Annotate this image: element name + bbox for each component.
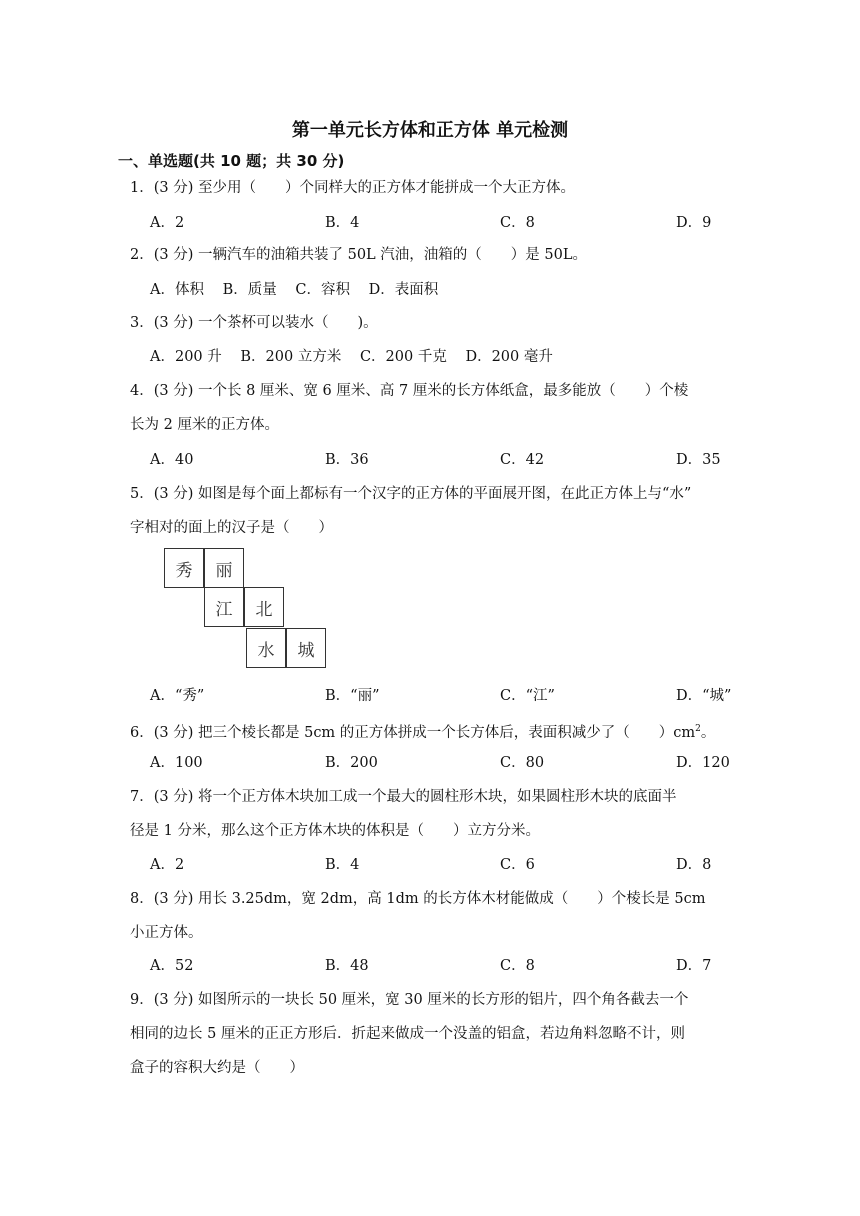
question-8-options xyxy=(150,956,750,976)
net-cell-bei: 北 xyxy=(244,587,284,627)
option-a[interactable]: A．“秀” xyxy=(150,688,205,704)
option-b[interactable]: B．36 xyxy=(325,452,369,468)
net-cell-li: 丽 xyxy=(204,548,244,588)
question-9-text-line-1: 9．(3 分) 如图所示的一块长 50 厘米，宽 30 厘米的长方形的铝片，四个角各截去一个 xyxy=(130,992,689,1008)
question-1-text: 1．(3 分) 至少用（ ）个同样大的正方体才能拼成一个大正方体。 xyxy=(130,180,575,196)
option-c[interactable]: C．80 xyxy=(500,755,545,771)
section-heading: 一、单选题(共 10 题；共 30 分) xyxy=(118,152,345,170)
option-b[interactable]: B．48 xyxy=(325,958,369,974)
option-c[interactable]: C．8 xyxy=(500,958,535,974)
option-c[interactable]: C．容积 xyxy=(295,282,350,298)
question-7-options xyxy=(150,855,750,875)
question-2-text: 2．(3 分) 一辆汽车的油箱共装了 50L 汽油，油箱的（ ）是 50L。 xyxy=(130,247,587,263)
question-3-text: 3．(3 分) 一个茶杯可以装水（ )。 xyxy=(130,315,378,331)
option-d[interactable]: D．35 xyxy=(676,452,721,468)
option-c[interactable]: C．200 千克 xyxy=(359,349,447,365)
option-a[interactable]: A．100 xyxy=(150,755,203,771)
option-d[interactable]: D．7 xyxy=(676,958,712,974)
question-9-text-line-3: 盒子的容积大约是（ ） xyxy=(130,1060,304,1076)
question-4-text-line-1: 4．(3 分) 一个长 8 厘米、宽 6 厘米、高 7 厘米的长方体纸盒，最多能放（ ）个棱 xyxy=(130,383,689,399)
question-5-options xyxy=(150,686,750,706)
question-6-main-text: 6．(3 分) 把三个棱长都是 5cm 的正方体拼成一个长方体后，表面积减少了（ ）cm xyxy=(130,724,696,741)
option-b[interactable]: B．200 立方米 xyxy=(240,349,342,365)
option-a[interactable]: A．52 xyxy=(150,958,194,974)
option-b[interactable]: B．4 xyxy=(325,857,360,873)
option-d[interactable]: D．表面积 xyxy=(368,282,439,298)
question-1-options xyxy=(150,213,750,233)
option-b[interactable]: B．4 xyxy=(325,215,360,231)
option-c[interactable]: C．42 xyxy=(500,452,545,468)
option-c[interactable]: C．“江” xyxy=(500,688,555,704)
question-7-text-line-2: 径是 1 分米，那么这个正方体木块的体积是（ ）立方分米。 xyxy=(130,823,540,839)
option-d[interactable]: D．120 xyxy=(676,755,730,771)
page-title: 第一单元长方体和正方体 单元检测 xyxy=(291,120,569,141)
option-d[interactable]: D．200 毫升 xyxy=(465,349,553,365)
cube-net-figure xyxy=(164,548,330,668)
option-c[interactable]: C．6 xyxy=(500,857,535,873)
question-6-end-punct: 。 xyxy=(700,724,716,741)
option-d[interactable]: D．8 xyxy=(676,857,712,873)
option-b[interactable]: B．200 xyxy=(325,755,378,771)
question-4-text-line-2: 长为 2 厘米的正方体。 xyxy=(130,417,279,433)
net-cell-jiang: 江 xyxy=(204,587,244,627)
option-d[interactable]: D．“城” xyxy=(676,688,732,704)
option-b[interactable]: B．质量 xyxy=(222,282,277,298)
option-a[interactable]: A．体积 xyxy=(150,282,204,298)
net-cell-xiu: 秀 xyxy=(164,548,204,588)
option-a[interactable]: A．200 升 xyxy=(150,349,222,365)
option-b[interactable]: B．“丽” xyxy=(325,688,380,704)
option-a[interactable]: A．2 xyxy=(150,857,185,873)
question-3-options xyxy=(150,347,567,367)
question-6-exponent: 2 xyxy=(695,724,701,734)
option-d[interactable]: D．9 xyxy=(676,215,712,231)
question-5-text-line-2: 字相对的面上的汉子是（ ） xyxy=(130,520,333,536)
question-9-text-line-2: 相同的边长 5 厘米的正正方形后．折起来做成一个没盖的铝盒，若边角料忽略不计，则 xyxy=(130,1026,685,1042)
option-c[interactable]: C．8 xyxy=(500,215,535,231)
net-cell-shui: 水 xyxy=(246,628,286,668)
option-a[interactable]: A．40 xyxy=(150,452,194,468)
option-a[interactable]: A．2 xyxy=(150,215,185,231)
question-6-options xyxy=(150,753,750,773)
question-5-text-line-1: 5．(3 分) 如图是每个面上都标有一个汉字的正方体的平面展开图，在此正方体上与“水” xyxy=(130,486,692,502)
question-8-text-line-2: 小正方体。 xyxy=(130,925,203,941)
question-4-options xyxy=(150,450,750,470)
question-7-text-line-1: 7．(3 分) 将一个正方体木块加工成一个最大的圆柱形木块，如果圆柱形木块的底面半 xyxy=(130,789,677,805)
net-cell-cheng: 城 xyxy=(286,628,326,668)
question-6-text xyxy=(130,719,715,743)
question-2-options xyxy=(150,280,452,300)
question-8-text-line-1: 8．(3 分) 用长 3.25dm，宽 2dm，高 1dm 的长方体木材能做成（ ）个棱长是 5cm xyxy=(130,891,706,907)
